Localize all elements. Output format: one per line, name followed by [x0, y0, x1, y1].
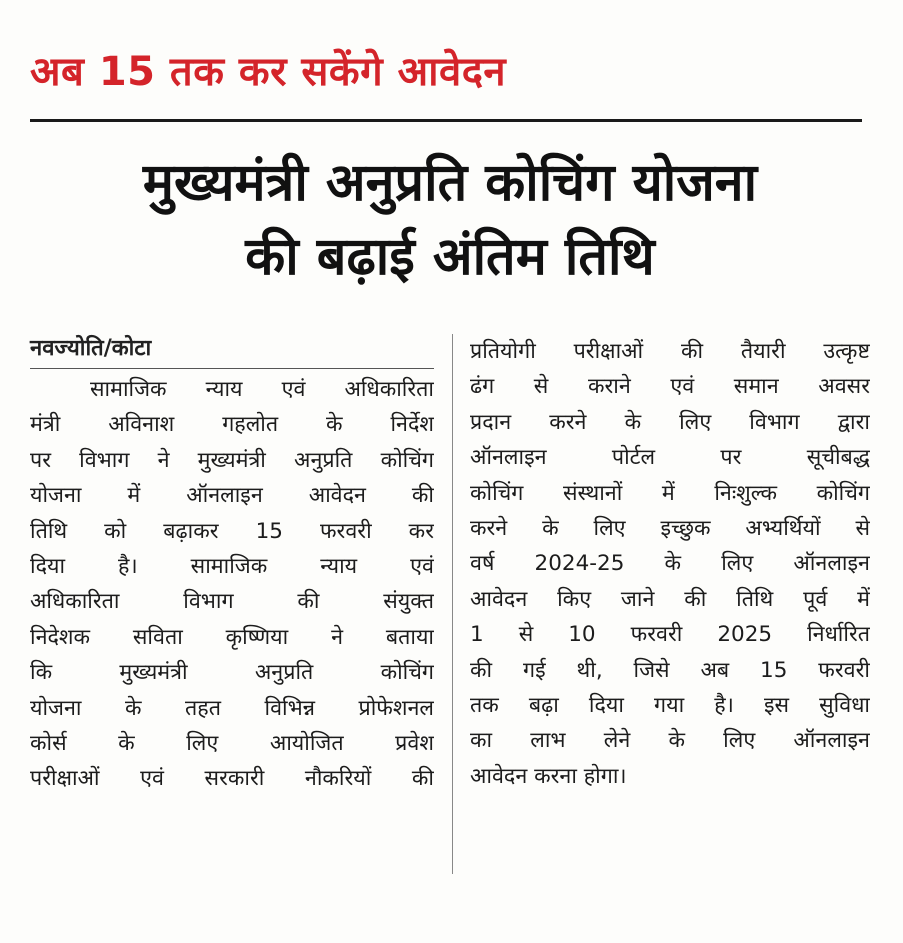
article-line: अधिकारिता विभाग की संयुक्त — [30, 589, 434, 615]
article-line: सामाजिक न्याय एवं अधिकारिता — [90, 377, 434, 402]
article-line: पर विभाग ने मुख्यमंत्री अनुप्रति कोचिंग — [30, 447, 434, 473]
article-line: प्रदान करने के लिए विभाग द्वारा — [470, 409, 870, 435]
article-line: दिया है। सामाजिक न्याय एवं — [30, 554, 434, 580]
article-line: प्रतियोगी परीक्षाओं की तैयारी उत्कृष्ट — [470, 339, 870, 364]
article-line: ऑनलाइन पोर्टल पर सूचीबद्ध — [470, 445, 870, 471]
article-line: कोर्स के लिए आयोजित प्रवेश — [30, 731, 434, 757]
article-line: करने के लिए इच्छुक अभ्यर्थियों से — [470, 516, 870, 542]
column-divider — [452, 334, 453, 874]
main-headline — [30, 146, 870, 294]
article-column-left — [30, 372, 434, 797]
article-line: कि मुख्यमंत्री अनुप्रति कोचिंग — [30, 660, 434, 686]
article-line: आवेदन करना होगा। — [470, 763, 627, 789]
article-line: कोचिंग संस्थानों में निःशुल्क कोचिंग — [470, 480, 870, 506]
article-line: वर्ष 2024-25 के लिए ऑनलाइन — [470, 551, 870, 577]
article-line: 1 से 10 फरवरी 2025 निर्धारित — [470, 622, 870, 648]
article-line: योजना में ऑनलाइन आवेदन की — [30, 483, 434, 509]
article-line: निदेशक सविता कृष्णिया ने बताया — [30, 624, 434, 650]
article-line: आवेदन किए जाने की तिथि पूर्व में — [470, 586, 870, 612]
article-line: तक बढ़ा दिया गया है। इस सुविधा — [470, 693, 870, 719]
byline-divider — [30, 368, 434, 369]
article-column-right — [470, 334, 870, 794]
article-line: की गई थी, जिसे अब 15 फरवरी — [470, 657, 870, 683]
headline-line-2: की बढ़ाई अंतिम तिथि — [245, 227, 655, 287]
byline: नवज्योति/कोटा — [30, 336, 152, 361]
article-line: योजना के तहत विभिन्न प्रोफेशनल — [30, 695, 434, 721]
article-line: परीक्षाओं एवं सरकारी नौकरियों की — [30, 766, 434, 792]
headline-line-1: मुख्यमंत्री अनुप्रति कोचिंग योजना — [142, 153, 758, 213]
headline-divider — [30, 119, 862, 122]
article-line: ढंग से कराने एवं समान अवसर — [470, 374, 870, 400]
article-line: का लाभ लेने के लिए ऑनलाइन — [470, 728, 870, 754]
kicker-headline: अब 15 तक कर सकेंगे आवेदन — [30, 49, 507, 95]
article-line: तिथि को बढ़ाकर 15 फरवरी कर — [30, 518, 434, 544]
article-line: मंत्री अविनाश गहलोत के निर्देश — [30, 412, 434, 438]
